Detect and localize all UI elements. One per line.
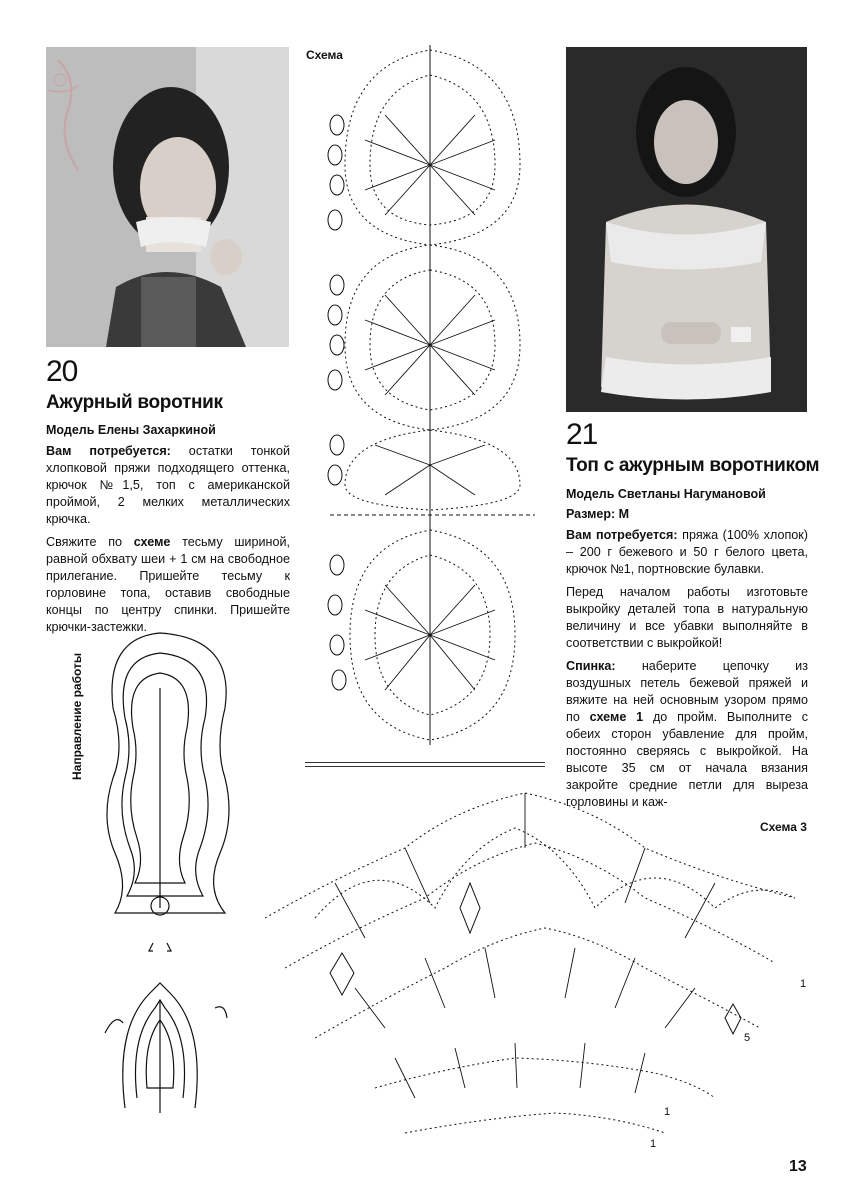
back-label: Спинка: (566, 659, 616, 673)
row-marker-5: 5 (744, 1032, 751, 1044)
instr-bold: схеме (133, 535, 171, 549)
scheme-3-label: Схема 3 (760, 820, 807, 834)
watermark-logo (38, 50, 98, 180)
back-bold: схеме 1 (589, 710, 644, 724)
row-marker-1-bottom-a: 1 (664, 1106, 671, 1118)
materials-label: Вам потребуется: (46, 444, 171, 458)
project-21-title: Топ с ажурным воротником (566, 455, 820, 476)
materials-label: Вам потребуется: (566, 528, 678, 542)
photo-model-21 (566, 47, 807, 412)
divider-line-2 (305, 766, 545, 767)
crochet-chart-scheme-3 (255, 788, 805, 1148)
project-20-title: Ажурный воротник (46, 392, 223, 413)
instr-text-2: тесьму шириной, равной обхвату шеи + 1 см на свободное прилегание. Пришейте тесьму к горловине топа, оставив свободные концы по центру спинки. Пришейте крючки-застежки. (46, 535, 290, 634)
row-marker-1-bottom-b: 1 (650, 1138, 657, 1150)
direction-label: Направление работы (70, 652, 84, 780)
crochet-chart-collar (325, 45, 540, 745)
project-20-number: 20 (46, 355, 78, 388)
project-21-model: Модель Светланы Нагумановой (566, 487, 766, 501)
project-20-body (46, 443, 290, 642)
divider-line-1 (305, 762, 545, 763)
materials-text: пряжа (100% хлопок) – 200 г бежевого и 50 г белого цвета, крючок №1, портновские булавки. (566, 528, 809, 576)
instr-text-1: Свяжите по (46, 535, 134, 549)
materials-text: остатки тонкой хлопковой пряжи подходящего оттенка, крючок №1,5, топ с американской проймой, 2 мелких металлических крючка. (46, 444, 290, 526)
row-marker-1-right: 1 (800, 978, 807, 990)
page-number: 13 (789, 1158, 807, 1175)
project-20-model: Модель Елены Захаркиной (46, 423, 216, 437)
project-21-intro: Перед началом работы изготовьте выкройку деталей топа в натуральную величину и все убавки выполняйте в соответствии с выкройкой! (566, 585, 808, 650)
project-21-size: Размер: М (566, 507, 630, 521)
back-text-1: наберите цепочку из воздушных петель бежевой пряжей и вяжите на ней основным узором прямо по (566, 659, 808, 724)
direction-diagram (95, 628, 245, 1118)
project-21-body (566, 527, 808, 817)
project-20-instructions (46, 534, 290, 636)
project-20-materials (46, 443, 290, 528)
project-21-materials (566, 527, 808, 578)
scheme-label: Схема (306, 48, 343, 62)
back-text-2: до пройм. Выполните с обеих сторон убавление для пройм, постоянно сверяясь с выкройкой. На высоте 35 см от начала вязания закройте средние петли для выреза горловины и каж- (566, 710, 808, 809)
project-21-number: 21 (566, 418, 598, 451)
